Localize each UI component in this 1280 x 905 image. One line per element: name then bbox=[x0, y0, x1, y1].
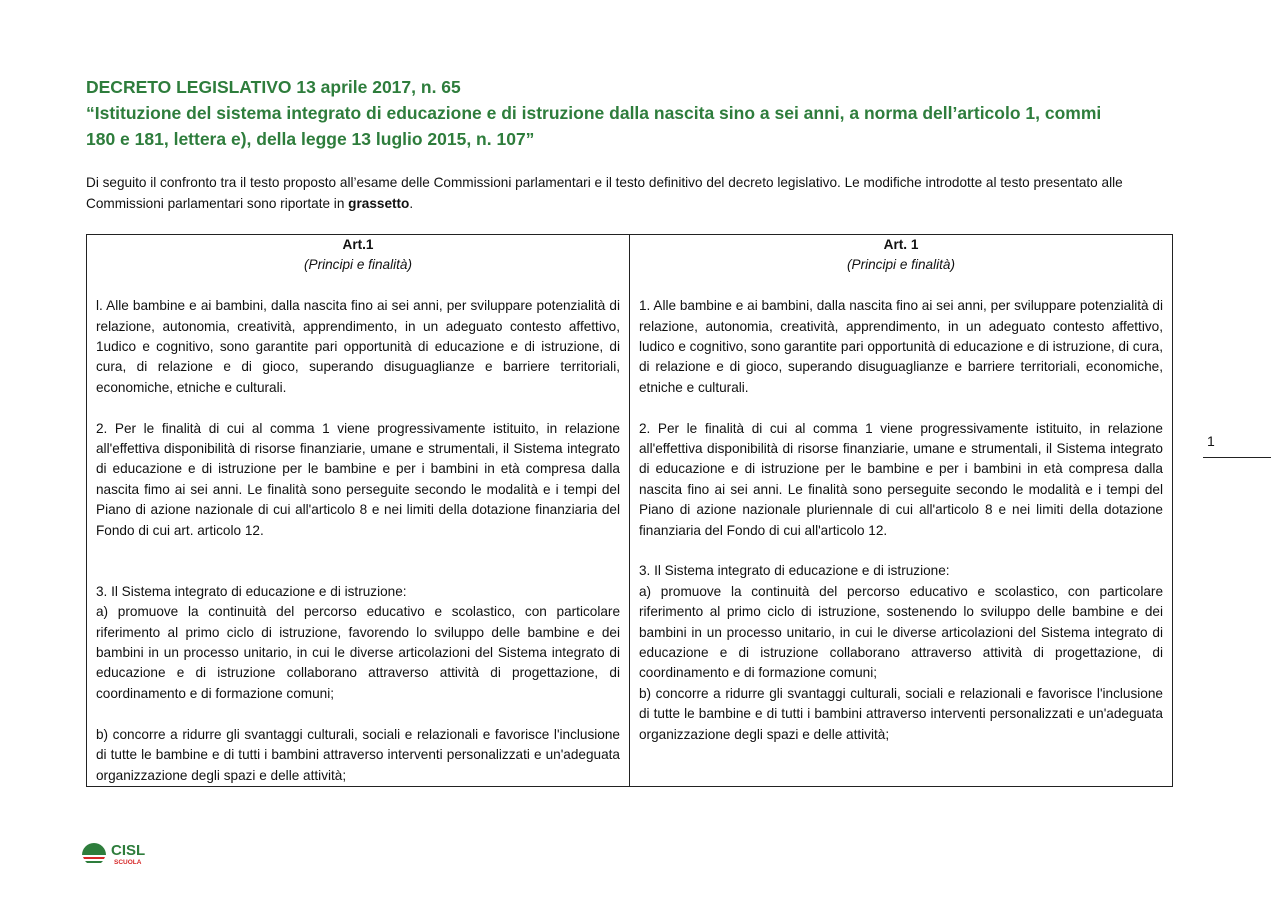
paragraph-3a: a) promuove la continuità del percorso educativo e scolastico, con particolare riferimento al primo ciclo di istruzione, sostenendo lo sviluppo delle bambine e dei bambini in un processo unitario, in cui le diverse articolazioni del Sistema integrato di educazione e di istruzione collaborano attraverso attività di progettazione, di coordinamento e di formazione comuni; bbox=[639, 583, 1163, 681]
paragraph-1: l. Alle bambine e ai bambini, dalla nascita fino ai sei anni, per sviluppare potenzialità di relazione, autonomia, creatività, apprendimento, in un adeguato contesto affettivo, 1udico e cognitivo, sono garantite pari opportunità di educazione e di istruzione, di cura, di relazione e di gioco, superando disuguaglianze e barriere territoriali, economiche, etniche e culturali. bbox=[96, 298, 620, 395]
paragraph-3: 3. Il Sistema integrato di educazione e di istruzione: bbox=[639, 563, 950, 579]
paragraph-2: 2. Per le finalità di cui al comma 1 viene progressivamente istituito, in relazione all'effettiva disponibilità di risorse finanziarie, umane e strumentali, il Sistema integrato di educazione e di istruzione per le bambine e per i bambini in età compresa dalla nascita fimo ai sei anni. Le finalità sono perseguite secondo le modalità e i tempi del Piano di azione nazionale di cui all'articolo 8 e nei limiti della dotazione finanziaria del Fondo di cui art. articolo 12. bbox=[96, 420, 620, 538]
intro-end: . bbox=[409, 195, 414, 211]
article-heading: Art.1 bbox=[342, 237, 374, 252]
intro-paragraph bbox=[86, 173, 1176, 214]
article-subtitle: (Principi e finalità) bbox=[846, 257, 956, 273]
intro-bold-word: grassetto bbox=[348, 195, 410, 211]
logo-subword: SCUOLA bbox=[114, 859, 142, 866]
article-heading: Art. 1 bbox=[883, 237, 919, 252]
title-line-1: DECRETO LEGISLATIVO 13 aprile 2017, n. 65 bbox=[86, 77, 461, 97]
paragraph-1: 1. Alle bambine e ai bambini, dalla nascita fino ai sei anni, per sviluppare potenzialità di relazione, autonomia, creatività, apprendimento, in un adeguato contesto affettivo, ludico e cognitivo, sono garantite pari opportunità di educazione e di istruzione, di cura, di relazione e di gioco, superando disuguaglianze e barriere territoriali, economiche, etniche e culturali. bbox=[639, 298, 1163, 395]
final-text-column bbox=[630, 235, 1173, 787]
page-number-rule bbox=[1203, 457, 1271, 458]
paragraph-3b: b) concorre a ridurre gli svantaggi culturali, sociali e relazionali e favorisce l'inclusione di tutte le bambine e di tutti i bambini attraverso interventi personalizzati e un'adeguata organizzazione degli spazi e delle attività; bbox=[639, 685, 1163, 742]
page-number: 1 bbox=[1207, 433, 1215, 449]
intro-text: Di seguito il confronto tra il testo proposto all’esame delle Commissioni parlamentari e il testo definitivo del decreto legislativo. Le modifiche introdotte al testo presentato alle Commissioni parlamentari sono riportate in bbox=[86, 175, 1123, 211]
title-line-2: “Istituzione del sistema integrato di educazione e di istruzione dalla nascita sino a sei anni, a norma dell’articolo 1, commi bbox=[86, 103, 1102, 123]
title-line-3: 180 e 181, lettera e), della legge 13 luglio 2015, n. 107” bbox=[86, 129, 535, 149]
table-row bbox=[87, 235, 1173, 787]
paragraph-3b: b) concorre a ridurre gli svantaggi culturali, sociali e relazionali e favorisce l'inclusione di tutte le bambine e di tutti i bambini attraverso interventi personalizzati e un'adeguata organizzazione degli spazi e delle attività; bbox=[96, 726, 620, 783]
cisl-scuola-logo bbox=[81, 838, 161, 868]
article-subtitle: (Principi e finalità) bbox=[303, 257, 413, 273]
logo-word: CISL bbox=[111, 842, 146, 859]
proposed-text-column bbox=[87, 235, 630, 787]
paragraph-3a: a) promuove la continuità del percorso educativo e scolastico, con particolare riferimento al primo ciclo di istruzione, favorendo lo sviluppo delle bambine e dei bambini in un processo unitario, in cui le diverse articolazioni del Sistema integrato di educazione e di istruzione collaborano attraverso attività di progettazione, di coordinamento e di formazione comuni; bbox=[96, 604, 620, 701]
comparison-table bbox=[86, 234, 1173, 787]
paragraph-3: 3. Il Sistema integrato di educazione e di istruzione: bbox=[96, 583, 407, 599]
document-title bbox=[86, 74, 1186, 152]
paragraph-2: 2. Per le finalità di cui al comma 1 viene progressivamente istituito, in relazione all'effettiva disponibilità di risorse finanziarie, umane e strumentali, il Sistema integrato di educazione e di istruzione per le bambine e per i bambini in età compresa dalla nascita fino ai sei anni. Le finalità sono perseguite secondo le modalità e i tempi del Piano di azione nazionale pluriennale di cui all'articolo 8 e nei limiti della dotazione finanziaria del Fondo di cui all'articolo 12. bbox=[639, 420, 1163, 538]
